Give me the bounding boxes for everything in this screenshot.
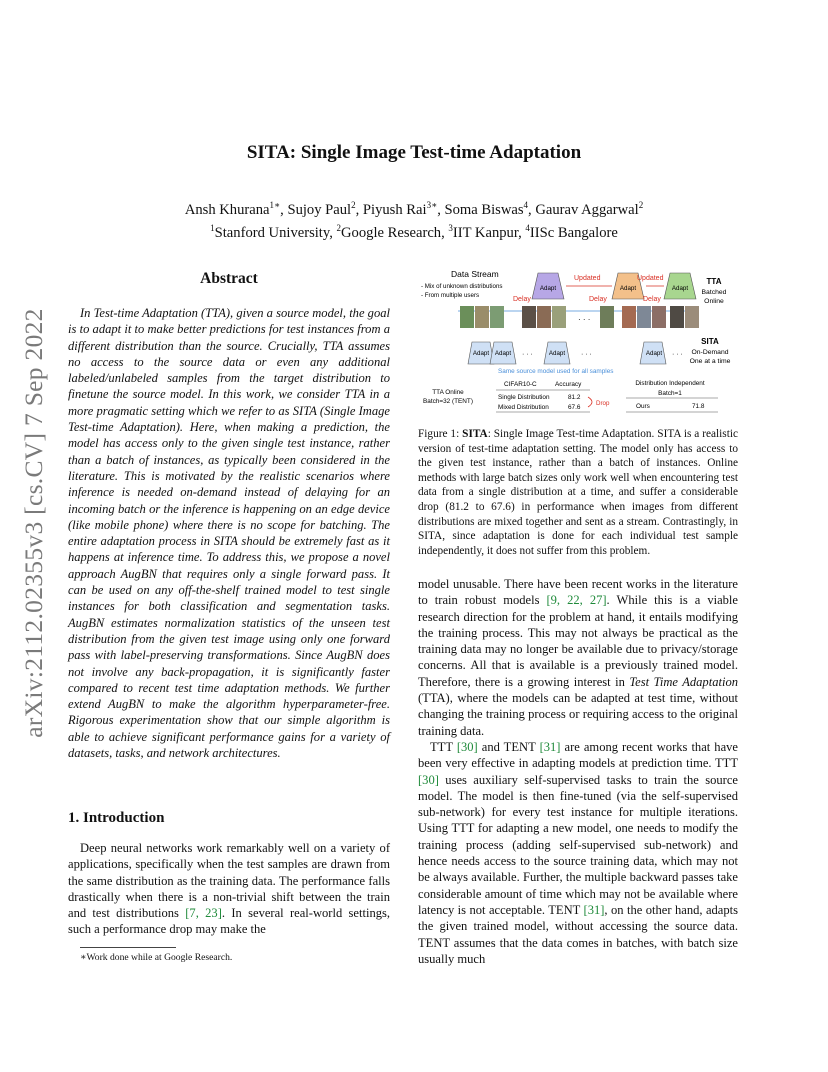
- figure-caption: Figure 1: SITA: Single Image Test-time Adaptation. SITA is a realistic version of test-time adaptation setting. The model only has access to the given test instance, rather than a batch of instances. Online methods with large batch sizes only work well when encountering test data from a single distribution at a time, and suffer a considerable drop (81.2 to 67.6) in performance when images from different distributions are mixed together and sent as a stream. Contrastingly, in SITA, since adaptation is done for each individual test sample independently, it does not suffer from this problem.: [418, 428, 738, 557]
- svg-text:Adapt: Adapt: [645, 350, 663, 357]
- fig-mixed-dist: Mixed Distribution: [498, 404, 549, 411]
- fig-bullet2: - From multiple users: [421, 292, 480, 299]
- citation-link[interactable]: [30]: [456, 740, 478, 754]
- fig-batch1: Batch=1: [658, 390, 682, 397]
- figure-diagram: [418, 266, 740, 416]
- affiliation-list: $^1$Stanford University, $^2$Google Research, $^3$IIT Kanpur, $^4$IISc Bangalore: [210, 222, 618, 241]
- fig-batch32: Batch=32 (TENT): [423, 398, 473, 405]
- fig-updated-label: Updated: [574, 275, 601, 282]
- author: Soma Biswas$^4$,: [444, 200, 536, 218]
- fig-drop-label: Drop: [596, 400, 610, 407]
- figure-1: [418, 266, 740, 416]
- svg-text:· · ·: · · ·: [581, 351, 592, 358]
- fig-cifar: CIFAR10-C: [504, 381, 537, 388]
- citation-link[interactable]: [30]: [418, 772, 439, 787]
- arxiv-stamp: [14, 288, 54, 758]
- fig-online-label: Online: [704, 298, 724, 305]
- author: Sujoy Paul$^2$,: [287, 200, 363, 218]
- right-paragraph-2: TTT [30] and TENT [31] are among recent works that have been very effective in adapting models at prediction time. TTT [30] uses auxiliary self-supervised tasks to train the source model. The model is then fine-tuned (via the self-supervised sub-network) for every test instance for multiple iterations. Using TTT for adapting a new model, one needs to modify the training process (adding self-supervised sub-network) and hence needs access to the source training data, which may not be always available. Further, the multiple backward passes take considerable amount of time which may not be available where latency is not acceptable. TENT [31], on the other hand, adapts the given trained model, without accessing the source data. TENT assumes that the data comes in batches, with batch size usually much: [418, 740, 739, 966]
- fig-delay-label: Delay: [589, 296, 607, 303]
- fig-delay-label: Delay: [513, 296, 531, 303]
- fig-dots: · · ·: [578, 315, 591, 324]
- fig-adapt-label: Adapt: [671, 285, 689, 292]
- fig-adapt-label: Adapt: [539, 285, 557, 292]
- fig-dots: · · ·: [672, 351, 683, 358]
- author: Ansh Khurana$^{1∗}$,: [184, 200, 288, 218]
- footnote-rule: [80, 947, 176, 948]
- svg-text:· · ·: · · ·: [522, 351, 533, 358]
- fig-single-val: 81.2: [568, 394, 581, 401]
- fig-tta-online: TTA Online: [432, 389, 464, 396]
- fig-ours: Ours: [636, 403, 650, 410]
- citation-link[interactable]: [9, 22, 27]: [546, 593, 607, 608]
- fig-same-source-label: Same source model used for all samples: [498, 368, 614, 375]
- svg-text:Adapt: Adapt: [472, 350, 490, 357]
- fig-updated-label: Updated: [637, 275, 664, 282]
- fig-delay-label: Delay: [643, 296, 661, 303]
- author: Piyush Rai$^{3∗}$,: [362, 200, 445, 218]
- citation-link[interactable]: [7, 23]: [185, 906, 222, 921]
- fig-data-stream: Data Stream: [451, 269, 499, 279]
- svg-text:Adapt: Adapt: [548, 350, 566, 357]
- paper-title: SITA: Single Image Test-time Adaptation: [246, 142, 582, 163]
- fig-on-demand-label: On-Demand: [691, 349, 729, 356]
- fig-bullet1: - Mix of unknown distributions: [421, 283, 503, 290]
- arxiv-id: arXiv:2112.02355v3 [cs.CV] 7 Sep 2022: [19, 308, 48, 738]
- fig-single-dist: Single Distribution: [498, 394, 550, 401]
- fig-adapt-label: Adapt: [619, 285, 637, 292]
- fig-mixed-val: 67.6: [568, 404, 581, 411]
- fig-tta-label: TTA: [706, 277, 722, 286]
- fig-accuracy: Accuracy: [555, 381, 582, 388]
- right-paragraph-1: model unusable. There have been recent works in the literature to train robust models [9, 22, 27]. While this is a viable research direction for the problem at hand, it entails modifying the training process. This may not always be practical as the training data may no longer be available due to privacy/storage concerns. All that is available is a previously trained model. Therefore, there is a growing interest in Test Time Adaptation (TTA), where the models can be adapted at test time, without changing the training process or requiring access to the original training data.: [418, 577, 738, 738]
- citation-link[interactable]: [31]: [539, 740, 561, 754]
- fig-dist-indep: Distribution Independent: [635, 380, 705, 387]
- citation-link[interactable]: [31]: [583, 902, 605, 917]
- fig-ours-val: 71.8: [692, 403, 705, 410]
- abstract-text: In Test-time Adaptation (TTA), given a source model, the goal is to adapt it to make better predictions for test instances from a different distribution than the source. Crucially, TTA assumes no access to the source data or even any additional labeled/unlabeled samples from the target distribution to finetune the source model. In this work, we consider TTA in a more pragmatic setting which we refer to as SITA (Single Image Test-time Adaptation). Here, when making a prediction, the model has access only to the given single test instance, rather than a batch of instances, as typically been considered in the literature. This is motivated by the realistic scenarios where inference is needed on-demand instead of delaying for an incoming batch or the inference is happening on an edge device (like mobile phone) where there is no scope for batching. The entire adaptation process in SITA should be extremely fast as it happens at inference time. To address this, we propose a novel approach AugBN that requires only a single forward pass. It can be used on any off-the-shelf trained model to test single instances for both classification and segmentation tasks. AugBN estimates normalization statistics of the unseen test distribution from the given test image using only one forward pass with label-preserving transformations. Since AugBN does not involve any back-propagation, it is significantly faster compared to recent test time adaptation methods. We further extend AugBN to make the algorithm hyperparameter-free. Rigorous experimentation show that our simple algorithm is able to achieve significant performance gains for a variety of datasets, tasks, and network architectures.: [68, 306, 390, 761]
- sita-adapt-row: [468, 342, 666, 364]
- svg-text:Adapt: Adapt: [494, 350, 512, 357]
- fig-sita-label: SITA: [701, 337, 719, 346]
- fig-batched-label: Batched: [701, 289, 727, 296]
- intro-heading: 1. Introduction: [68, 810, 165, 826]
- footnote: ∗Work done while at Google Research.: [80, 952, 233, 963]
- author-list: [0, 196, 828, 219]
- abstract-heading: Abstract: [200, 270, 258, 287]
- fig-one-at-a-time-label: One at a time: [689, 358, 731, 365]
- intro-text: Deep neural networks work remarkably well on a variety of applications, specifically when the test samples are drawn from the same distribution as the training data. The performance falls drastically when there is a non-trivial shift between the train and test distributions [7, 23]. In several real-world settings, such a performance drop may make the: [68, 841, 391, 937]
- drop-arrow: [588, 397, 592, 407]
- author-block: [0, 196, 828, 242]
- author: Gaurav Aggarwal$^2$: [535, 200, 644, 218]
